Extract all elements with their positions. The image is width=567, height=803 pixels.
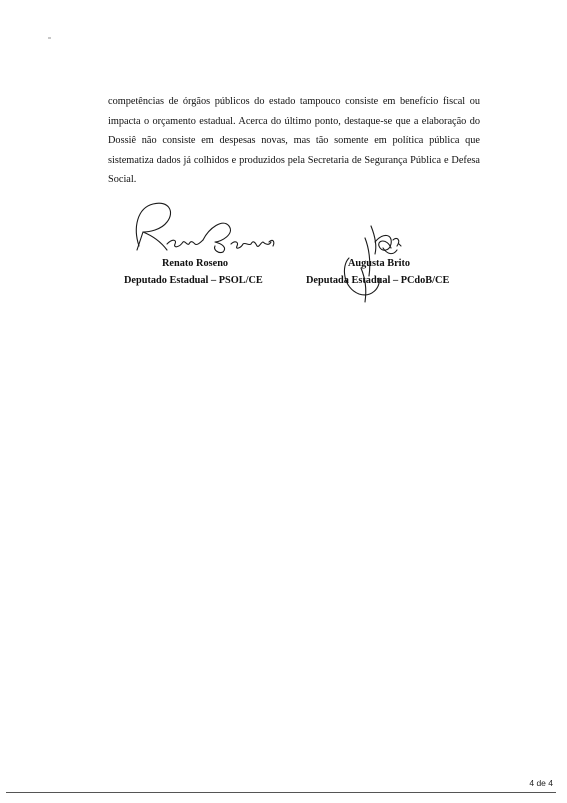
signatory-title-right: Deputada Estadual – PCdoB/CE xyxy=(306,275,450,286)
signatory-name-right: Augusta Brito xyxy=(348,258,411,269)
footer-rule xyxy=(6,792,556,793)
signatory-name-left: Renato Roseno xyxy=(162,258,229,269)
page-number: 4 de 4 xyxy=(529,778,553,788)
scan-artifact xyxy=(48,37,51,39)
signatory-title-left: Deputado Estadual – PSOL/CE xyxy=(124,275,263,286)
handwritten-signature-right xyxy=(335,218,415,308)
handwritten-signature-left xyxy=(123,198,283,268)
body-paragraph: competências de órgãos públicos do estado tampouco consiste em benefício fiscal ou impacta o orçamento estadual. Acerca do último ponto, destaque-se que a elaboração do Dossiê não consiste em despesas novas, mas tão somente em política pública que sistematiza dados já colhidos e produzidos pela Secretaria de Segurança Pública e Defesa Social. xyxy=(108,96,480,185)
